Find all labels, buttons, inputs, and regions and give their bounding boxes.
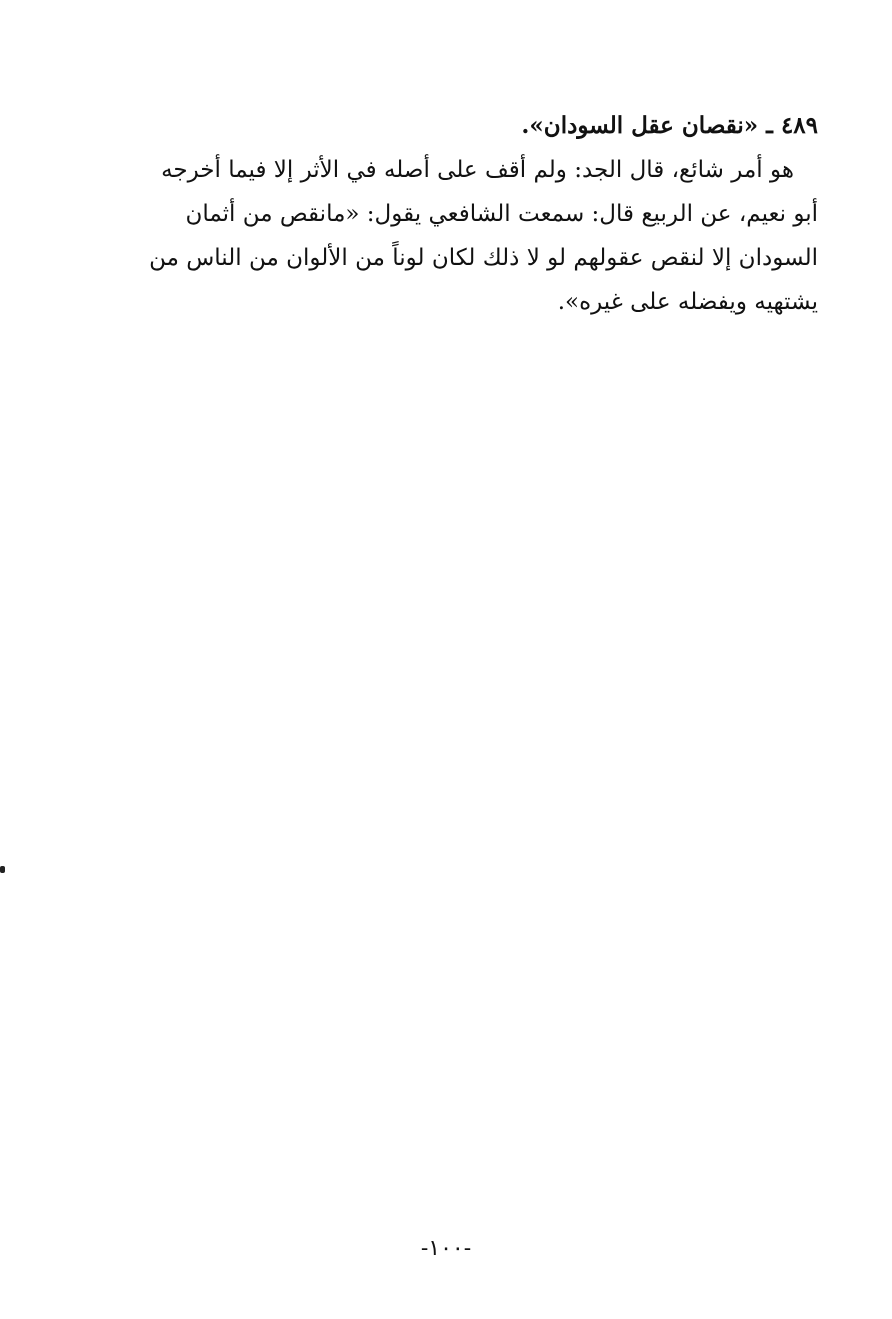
body-line: أبو نعيم، عن الربيع قال: سمعت الشافعي يقول: «مانقص من أثمان [185, 201, 818, 227]
body-line: يشتهيه ويفضله على غيره». [557, 289, 818, 315]
entry-heading: ٤٨٩ ـ «نقصان عقل السودان». [521, 112, 818, 139]
scan-margin-mark [0, 866, 5, 873]
body-line: السودان إلا لنقص عقولهم لو لا ذلك لكان لوناً من الألوان من الناس من [149, 245, 818, 271]
hadith-entry [112, 104, 818, 324]
body-line: هو أمر شائع، قال الجد: ولم أقف على أصله في الأثر إلا فيما أخرجه [161, 157, 794, 183]
page-number: -١٠٠- [420, 1236, 472, 1261]
entry-body [112, 148, 818, 324]
